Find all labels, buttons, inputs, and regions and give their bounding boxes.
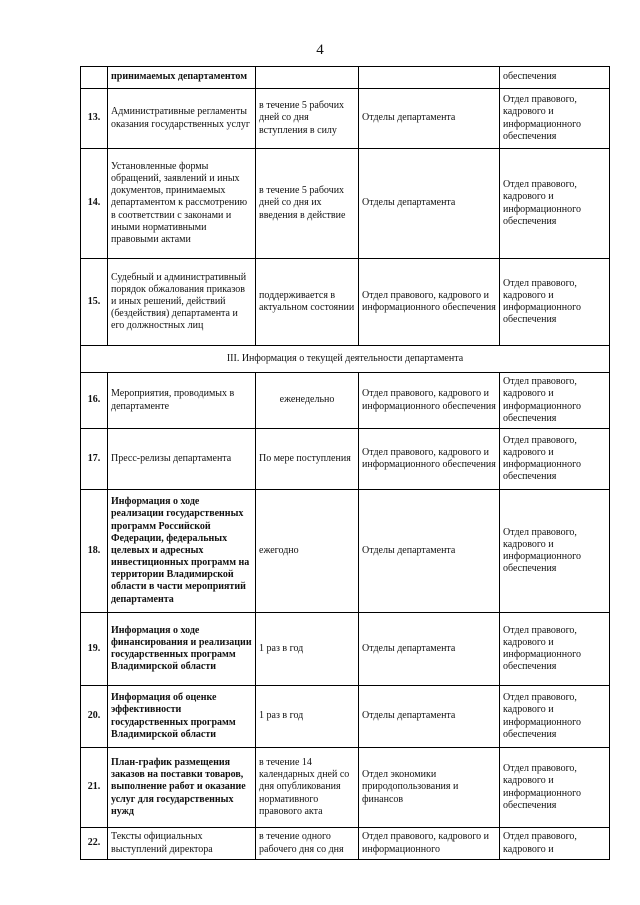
row-provider-cell: Отдел правового, кадрового и информационного обеспечения bbox=[359, 373, 500, 429]
row-provider-cell: Отдел правового, кадрового и информационного bbox=[359, 828, 500, 860]
row-title-cell: принимаемых департаментом bbox=[108, 67, 256, 89]
row-number-cell: 22. bbox=[81, 828, 108, 860]
row-provider-cell: Отдел правового, кадрового и информационного обеспечения bbox=[359, 259, 500, 346]
row-provider-cell bbox=[359, 67, 500, 89]
row-number-cell: 14. bbox=[81, 149, 108, 259]
row-responsible-cell: Отдел правового, кадрового и информационного обеспечения bbox=[500, 373, 610, 429]
row-responsible-cell: Отдел правового, кадрового и информационного обеспечения bbox=[500, 259, 610, 346]
row-provider-cell: Отделы департамента bbox=[359, 89, 500, 149]
table-row bbox=[81, 490, 610, 613]
row-title-cell: Тексты официальных выступлений директора bbox=[108, 828, 256, 860]
page-number: 4 bbox=[316, 42, 324, 58]
row-responsible-cell: Отдел правового, кадрового и информационного обеспечения bbox=[500, 748, 610, 828]
row-period-cell: в течение 5 рабочих дней со дня вступления в силу bbox=[256, 89, 359, 149]
table-row-cut bbox=[81, 828, 610, 860]
row-title-cell: Пресс-релизы департамента bbox=[108, 429, 256, 490]
section-heading: III. Информация о текущей деятельности департамента bbox=[81, 346, 610, 373]
table-row bbox=[81, 686, 610, 748]
row-period-cell: в течение 5 рабочих дней со дня их введения в действие bbox=[256, 149, 359, 259]
table-row bbox=[81, 613, 610, 686]
row-title-cell: Информация об оценке эффективности государственных программ Владимирской области bbox=[108, 686, 256, 748]
row-responsible-cell: Отдел правового, кадрового и информационного обеспечения bbox=[500, 490, 610, 613]
table-row bbox=[81, 149, 610, 259]
row-title-cell: Информация о ходе финансирования и реализации государственных программ Владимирской области bbox=[108, 613, 256, 686]
row-provider-cell: Отделы департамента bbox=[359, 613, 500, 686]
row-responsible-cell: Отдел правового, кадрового и информационного обеспечения bbox=[500, 613, 610, 686]
row-responsible-cell: Отдел правового, кадрового и информационного обеспечения bbox=[500, 686, 610, 748]
row-title-cell: Судебный и административный порядок обжалования приказов и иных решений, действий (бездействия) департамента и его должностных лиц bbox=[108, 259, 256, 346]
row-period-cell: в течение одного рабочего дня со дня bbox=[256, 828, 359, 860]
row-provider-cell: Отделы департамента bbox=[359, 686, 500, 748]
row-responsible-cell: Отдел правового, кадрового и информационного обеспечения bbox=[500, 429, 610, 490]
row-provider-cell: Отдел правового, кадрового и информационного обеспечения bbox=[359, 429, 500, 490]
row-number-cell: 21. bbox=[81, 748, 108, 828]
row-title-cell: План-график размещения заказов на поставки товаров, выполнение работ и оказание услуг для государственных нужд bbox=[108, 748, 256, 828]
row-title-cell: Установленные формы обращений, заявлений и иных документов, принимаемых департаментом к рассмотрению в соответствии с законами и иными нормативными правовыми актами bbox=[108, 149, 256, 259]
row-title-cell: Мероприятия, проводимых в департаменте bbox=[108, 373, 256, 429]
row-title-cell: Информация о ходе реализации государственных программ Российской Федерации, федеральных целевых и адресных инвестиционных программ на территории Владимирской области в части мероприятий департамента bbox=[108, 490, 256, 613]
row-number-cell: 19. bbox=[81, 613, 108, 686]
row-period-cell: 1 раз в год bbox=[256, 613, 359, 686]
row-number-cell: 13. bbox=[81, 89, 108, 149]
row-provider-cell: Отделы департамента bbox=[359, 490, 500, 613]
row-number-cell: 18. bbox=[81, 490, 108, 613]
section-heading-row bbox=[81, 346, 610, 373]
row-period-cell: 1 раз в год bbox=[256, 686, 359, 748]
row-period-cell: еженедельно bbox=[256, 373, 359, 429]
disclosure-table bbox=[80, 66, 610, 860]
table-row bbox=[81, 748, 610, 828]
row-number-cell bbox=[81, 67, 108, 89]
row-provider-cell: Отдел экономики природопользования и финансов bbox=[359, 748, 500, 828]
row-period-cell: ежегодно bbox=[256, 490, 359, 613]
table-row bbox=[81, 373, 610, 429]
row-period-cell: По мере поступления bbox=[256, 429, 359, 490]
row-responsible-cell: Отдел правового, кадрового и информационного обеспечения bbox=[500, 89, 610, 149]
row-number-cell: 15. bbox=[81, 259, 108, 346]
row-number-cell: 20. bbox=[81, 686, 108, 748]
row-responsible-cell: Отдел правового, кадрового и bbox=[500, 828, 610, 860]
row-title-cell: Административные регламенты оказания государственных услуг bbox=[108, 89, 256, 149]
row-responsible-cell: Отдел правового, кадрового и информационного обеспечения bbox=[500, 149, 610, 259]
table-row-continued bbox=[81, 67, 610, 89]
row-period-cell bbox=[256, 67, 359, 89]
table-row bbox=[81, 89, 610, 149]
row-number-cell: 17. bbox=[81, 429, 108, 490]
row-provider-cell: Отделы департамента bbox=[359, 149, 500, 259]
table-row bbox=[81, 259, 610, 346]
table-row bbox=[81, 429, 610, 490]
row-period-cell: поддерживается в актуальном состоянии bbox=[256, 259, 359, 346]
row-responsible-cell: обеспечения bbox=[500, 67, 610, 89]
row-number-cell: 16. bbox=[81, 373, 108, 429]
row-period-cell: в течение 14 календарных дней со дня опубликования нормативного правового акта bbox=[256, 748, 359, 828]
